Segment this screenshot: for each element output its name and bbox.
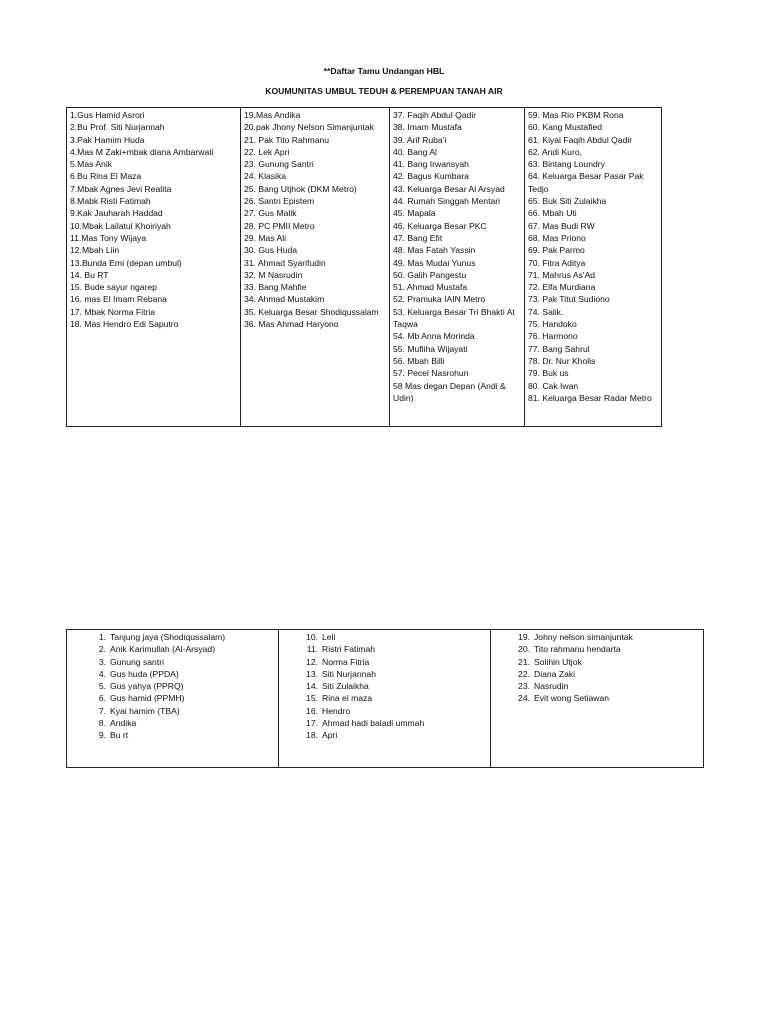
guest-entry: 35. Keluarga Besar Shodiqussalam [244, 306, 379, 317]
guest-entry: 78. Dr. Nur Kholis [528, 355, 596, 366]
list-item-number: 8. [98, 718, 106, 729]
guest-entry: 11.Mas Tony Wijaya [70, 232, 147, 243]
guest-entry: 66. Mbah Uti [528, 208, 577, 219]
list-item-number: 14. [306, 681, 318, 692]
list-item-label: Ahmad hadi baladi ummah [322, 718, 425, 729]
guest-entry: 60. Kang Mustafied [528, 122, 603, 133]
table-row [67, 630, 704, 768]
guest-entry: 3.Pak Hamim Huda [70, 134, 145, 145]
list-item-label: Ristri Fatimah [322, 644, 376, 655]
list-item-label: Siti Zulaikha [322, 681, 369, 692]
guest-entry: 46. Keluarga Besar PKC [393, 220, 487, 231]
guest-entry: 25. Bang Utjhok (DKM Metro) [244, 183, 357, 194]
guest-entry: 23. Gunung Santri [244, 159, 314, 170]
guest-entry: 22. Lek Apri [244, 146, 290, 157]
guest-entry: 61. Kiyai Faqih Abdul Qadir [528, 134, 633, 145]
guest-entry: 10.Mbak Lailatul Khoiriyah [70, 220, 171, 231]
guest-entry: 67. Mas Budi RW [528, 220, 595, 231]
guest-entry: 63. Bintang Loundry [528, 159, 605, 170]
list-item [282, 668, 488, 680]
guest-entry: 49. Mas Mudai Yunus [393, 257, 476, 268]
list-item-label: Johny nelson simanjuntak [534, 632, 633, 642]
guest-entry: 62. Andi Kuro, [528, 146, 582, 157]
list-item [494, 656, 701, 668]
guest-entry: 36. Mas Ahmad Haryono [244, 319, 339, 330]
list-item-label: Hendro [322, 705, 351, 716]
guest-entry: 80. Cak Iwan [528, 380, 579, 391]
guest-column-3 [390, 108, 525, 427]
list-item [282, 680, 488, 692]
list-item [282, 631, 488, 643]
guest-entry: 31. Ahmad Syarifudin [244, 257, 326, 268]
guest-entry: 20.pak Jhony Nelson Simanjuntak [244, 122, 374, 133]
list-item [70, 717, 276, 729]
list-item-number: 12. [306, 656, 318, 667]
guest-entry: 2.Bu Prof. Siti Nurjannah [70, 122, 165, 133]
list-item-number: 1. [98, 632, 106, 642]
list-item-number: 10. [306, 632, 318, 642]
guest-entry: 42. Bagus Kumbara [393, 171, 469, 182]
guest-entry: 8.Mabk Risti Fatimah [70, 196, 151, 207]
guest-entry: 41. Bang Irwansyah [393, 159, 469, 170]
list-item-label: Rina el maza [322, 693, 373, 704]
list-item-label: Nasrudin [534, 681, 569, 692]
guest-entry: 81. Keluarga Besar Radar Metro [528, 392, 652, 403]
list-column-3 [491, 630, 704, 768]
guest-entry: 64. Keluarga Besar Pasar Pak Tedjo [528, 171, 644, 194]
list-item-label: Evit wong Setiawan [534, 693, 609, 704]
page-title: **Daftar Tamu Undangan HBL [323, 66, 445, 76]
list-item-number: 19. [518, 632, 530, 642]
list-item-number: 13. [306, 668, 318, 679]
guest-entry: 59. Mas Rio PKBM Rona [528, 110, 624, 120]
guest-entry: 52. Pramuka IAIN Metro [393, 294, 486, 305]
guest-entry: 65. Buk Siti Zulaikha [528, 196, 607, 207]
guest-entry: 70. Fitra Aditya [528, 257, 586, 268]
list-item-label: Leli [322, 632, 336, 642]
guest-entry: 19.Mas Andika [244, 110, 301, 120]
guest-entry: 29. Mas Ali [244, 232, 287, 243]
guest-entry: 56. Mbah Billi [393, 355, 445, 366]
guest-entry: 6.Bu Rina El Maza [70, 171, 142, 182]
list-item-number: 15. [306, 693, 318, 704]
list-item-label: Kyai hamim (TBA) [110, 705, 180, 716]
list-item-label: Gus hamid (PPMH) [110, 693, 185, 704]
guest-entry: 58 Mas degan Depan (Andi & Udin) [393, 380, 506, 403]
list-item [70, 643, 276, 655]
guest-table [66, 107, 662, 427]
list-item [282, 643, 488, 655]
guest-entry: 38. Imam Mustafa [393, 122, 462, 133]
guest-entry: 53. Keluarga Besar Tri Bhakti At Taqwa [393, 306, 515, 330]
list-item-label: Diana Zaki [534, 668, 576, 679]
list-item-number: 9. [98, 730, 106, 741]
guest-entry: 13.Bunda Emi (depan umbul) [70, 257, 182, 268]
list-item-number: 3. [98, 656, 106, 667]
list-item-number: 17. [306, 718, 318, 729]
guest-entry: 12.Mbah Liin [70, 245, 120, 256]
guest-entry: 15. Bude sayur ngarep [70, 282, 157, 293]
list-item [70, 729, 276, 741]
list-item-label: Norma Fitria [322, 656, 370, 667]
list-item-number: 7. [98, 705, 106, 716]
numbered-list-table [66, 629, 704, 768]
list-column-1 [67, 630, 279, 768]
list-item-label: Siti Nurjannah [322, 668, 376, 679]
guest-entry: 17. Mbak Norma Fitria [70, 306, 156, 317]
guest-entry: 26. Santri Epistem [244, 196, 315, 207]
list-item-number: 20. [518, 644, 530, 655]
guest-entry: 39. Arif Ruba'i [393, 134, 447, 145]
list-item-label: Bu rt [110, 730, 129, 741]
guest-entry: 5.Mas Anik [70, 159, 113, 170]
guest-column-2 [241, 108, 390, 427]
list-item-label: Gus yahya (PPRQ) [110, 681, 184, 692]
guest-entry: 72. Elfa Murdiana [528, 282, 596, 293]
guest-entry: 4.Mas M Zaki+mbak diana Ambarwati [70, 146, 214, 157]
guest-entry: 48. Mas Fatah Yassin [393, 245, 476, 256]
guest-entry: 55. Mufliha Wijayati [393, 343, 468, 354]
guest-entry: 28. PC PMII Metro [244, 220, 315, 231]
list-item-label: Andika [110, 718, 137, 729]
list-item-number: 6. [98, 693, 106, 704]
list-item-number: 5. [98, 681, 106, 692]
list-item [70, 692, 276, 704]
guest-entry: 21. Pak Tito Rahmanu [244, 134, 330, 145]
list-item [70, 656, 276, 668]
guest-entry: 68. Mas Priono [528, 232, 586, 243]
list-item-label: Solihin Utjok [534, 656, 582, 667]
list-item [70, 668, 276, 680]
guest-entry: 37. Faqih Abdul Qadir [393, 110, 477, 120]
list-item [70, 705, 276, 717]
guest-entry: 24. Klasika [244, 171, 287, 182]
guest-entry: 45. Mapala [393, 208, 436, 219]
guest-entry: 44. Rumah Singgah Mentari [393, 196, 501, 207]
guest-entry: 47. Bang Efit [393, 232, 443, 243]
list-item [70, 680, 276, 692]
list-item-number: 21. [518, 656, 530, 667]
list-item-number: 22. [518, 668, 530, 679]
list-item [282, 692, 488, 704]
guest-entry: 1.Gus Hamid Asrori [70, 110, 145, 120]
guest-entry: 34. Ahmad Mustakim [244, 294, 325, 305]
list-item [282, 717, 488, 729]
guest-entry: 14. Bu RT [70, 269, 109, 280]
list-item-label: Gunung santri [110, 656, 164, 667]
list-item-number: 11. [306, 644, 318, 655]
guest-entry: 77. Bang Sahrul [528, 343, 590, 354]
list-item [282, 656, 488, 668]
guest-entry: 73. Pak Titut Sudiono [528, 294, 610, 305]
list-item-number: 18. [306, 730, 318, 741]
guest-entry: 16. mas El Imam Rebana [70, 294, 167, 305]
list-item-label: Apri [322, 730, 338, 741]
guest-column-4 [525, 108, 662, 427]
list-item-number: 24. [518, 693, 530, 704]
guest-entry: 57. Pecel Nasrohun [393, 368, 469, 379]
guest-entry: 30. Gus Huda [244, 245, 298, 256]
guest-entry: 27. Gus Malik [244, 208, 297, 219]
guest-entry: 7.Mbak Agnes Jevi Realita [70, 183, 172, 194]
list-item [494, 668, 701, 680]
list-item-label: Tanjung jaya (Shodiqussalam) [110, 632, 226, 642]
guest-entry: 9.Kak Jauharah Haddad [70, 208, 163, 219]
list-item-number: 2. [98, 644, 106, 655]
list-item-number: 4. [98, 668, 106, 679]
list-item [494, 631, 701, 643]
page-subtitle: KOUMUNITAS UMBUL TEDUH & PEREMPUAN TANAH AIR [265, 86, 503, 96]
list-item [70, 631, 276, 643]
list-item [494, 680, 701, 692]
list-item-label: Tito rahmanu hendarta [534, 644, 621, 655]
guest-entry: 79. Buk us [528, 368, 569, 379]
guest-entry: 40. Bang Al [393, 146, 437, 157]
guest-entry: 50. Galih Pangestu [393, 269, 467, 280]
list-item-label: Gus huda (PPDA) [110, 668, 179, 679]
guest-entry: 71. Mahrus As'Ad [528, 269, 596, 280]
list-column-2 [279, 630, 491, 768]
list-item [282, 705, 488, 717]
table-row [67, 108, 662, 427]
list-item-number: 16. [306, 705, 318, 716]
guest-column-1 [67, 108, 241, 427]
guest-entry: 18. Mas Hendro Edi Saputro [70, 319, 179, 330]
list-item-number: 23. [518, 681, 530, 692]
guest-entry: 69. Pak Parmo [528, 245, 585, 256]
guest-entry: 54. Mb Anna Morinda [393, 331, 475, 342]
guest-entry: 76. Harmono [528, 331, 578, 342]
guest-entry: 43. Keluarga Besar Al Arsyad [393, 183, 505, 194]
list-item-label: Anik Karimullah (Al-Arsyad) [110, 644, 216, 655]
guest-entry: 74. Salik. [528, 306, 564, 317]
guest-entry: 75. Handoko [528, 319, 577, 330]
list-item [494, 692, 701, 704]
guest-entry: 33. Bang Mahfie [244, 282, 307, 293]
list-item [494, 643, 701, 655]
guest-entry: 32. M Nasrudin [244, 269, 303, 280]
guest-entry: 51. Ahmad Mustafa [393, 282, 468, 293]
list-item [282, 729, 488, 741]
